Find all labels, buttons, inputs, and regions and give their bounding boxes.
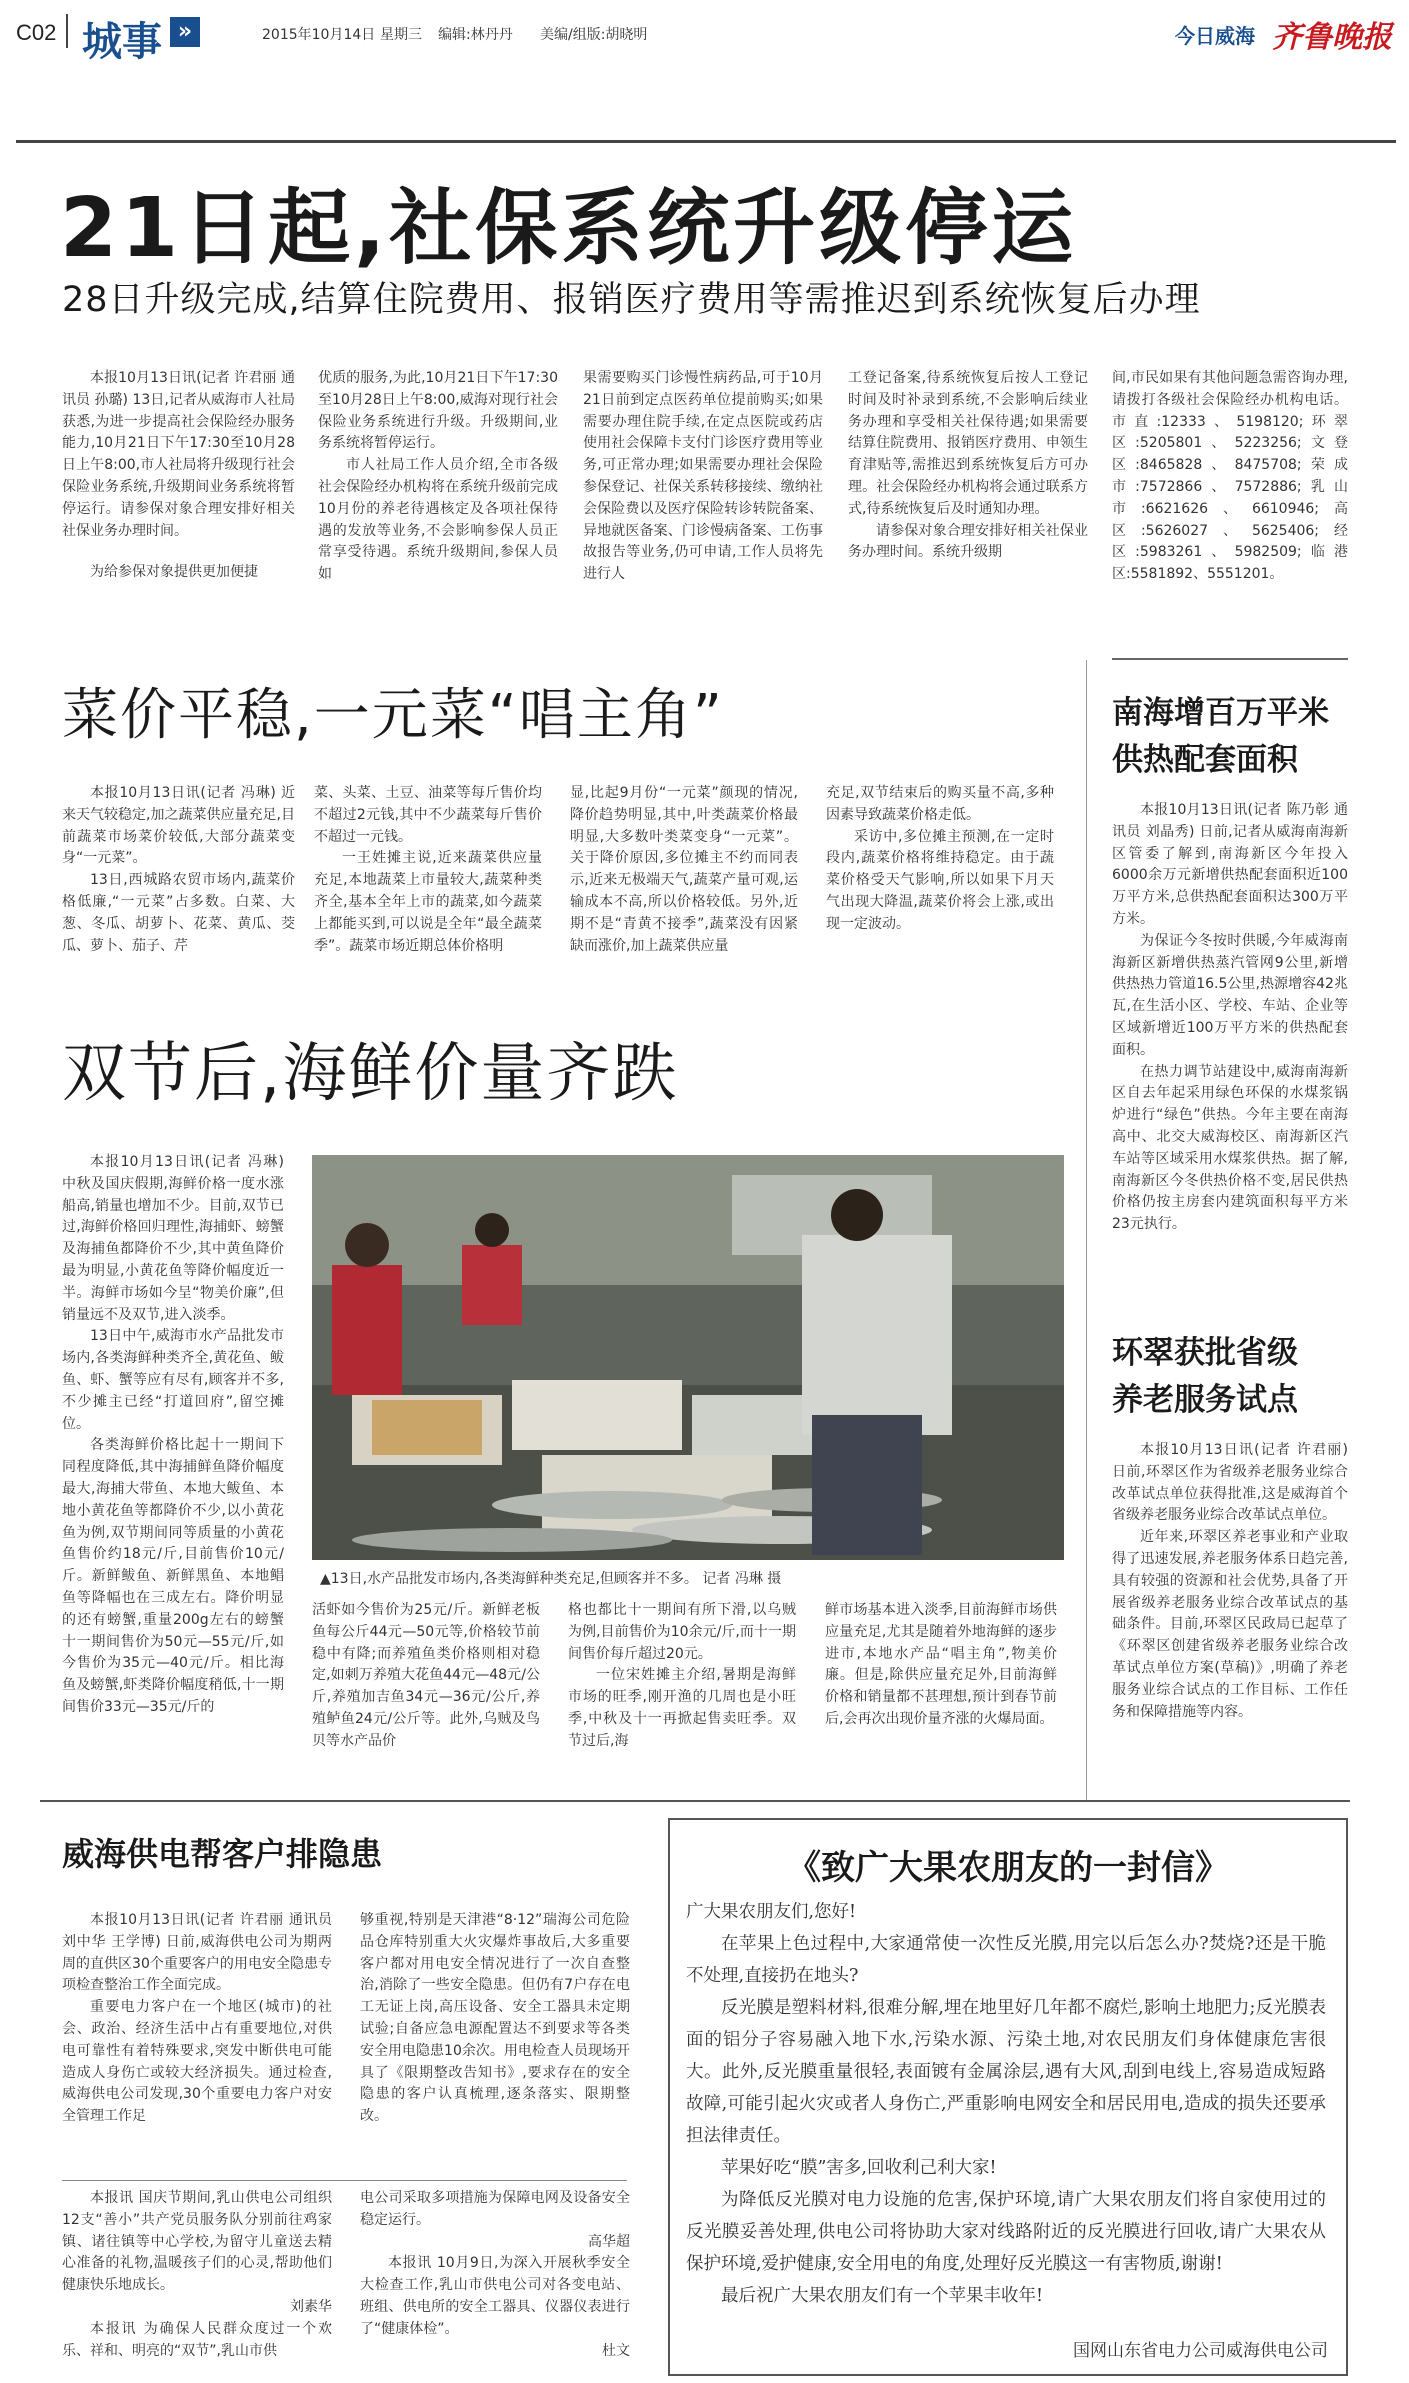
market-photo-illustration: [312, 1155, 1064, 1560]
section-name: 城事: [82, 19, 162, 65]
paragraph: 13日,西城路农贸市场内,蔬菜价格低廉,“一元菜”占多数。白菜、大葱、冬瓜、胡萝卜、花菜、黄瓜、茭瓜、萝卜、茄子、芹: [62, 872, 295, 954]
paragraph: 一位宋姓摊主介绍,暑期是海鲜市场的旺季,刚开渔的几周也是小旺季,中秋及十一再掀起售卖旺季。双节过后,海: [568, 1667, 796, 1749]
masthead: [0, 0, 1409, 88]
issue-date: 2015年10月14日: [262, 27, 376, 43]
article2-col2: [314, 783, 542, 983]
paragraph: 本报10月13日讯(记者 许君丽 通讯员 刘中华 王学博) 日前,威海供电公司为期两周的直供区30个重要客户的用电安全隐患专项检查整治工作全面完成。: [62, 1912, 332, 1994]
article1-col3: [583, 368, 823, 618]
article4-headline: 威海供电帮客户排隐患: [62, 1835, 383, 1873]
brief-col1: [62, 2188, 332, 2378]
article1-col2: [318, 368, 558, 618]
paragraph: 果需要购买门诊慢性病药品,可于10月21日前到定点医药单位提前购买;如果需要办理住院手续,在定点医院或药店使用社会保障卡支付门诊医疗费用等业务,可正常办理;如果需要办理社会保险参保登记、社保关系转移接续、缴纳社会保险费以及医疗保险转诊转院备案、异地就医备案、门诊慢病备案、工伤事故报告等业务,仍可申请,工作人员将先进行人: [583, 370, 823, 583]
letter-paragraph: 反光膜是塑料材料,很难分解,埋在地里好几年都不腐烂,影响土地肥力;反光膜表面的铝分子容易融入地下水,污染水源、污染土地,对农民朋友们身体健康危害很大。此外,反光膜重量很轻,表面镀有金属涂层,遇有大风,刮到电线上,容易造成短路故障,可能引起火灾或者人身伤亡,严重影响电网安全和居民用电,造成的损失还要承担法律责任。: [686, 1998, 1326, 2146]
issue-weekday: 星期三: [380, 27, 422, 43]
byline: 高华超: [588, 2233, 630, 2250]
lower-section-rule: [40, 1800, 1350, 1802]
article4-col1: [62, 1910, 332, 2170]
article1-subheadline: 28日升级完成,结算住院费用、报销医疗费用等需推迟到系统恢复后办理: [62, 280, 1201, 320]
article1-col1: [62, 368, 295, 618]
letter-title: 《致广大果农朋友的一封信》: [787, 1848, 1229, 1888]
letter-greeting: 广大果农朋友们,您好!: [686, 1902, 857, 1922]
side2-headline: 环翠获批省级养老服务试点: [1112, 1335, 1298, 1418]
article3-col1: [62, 1152, 284, 1792]
letter-body: [686, 1896, 1326, 2312]
paragraph: 菜、头菜、土豆、油菜等每斤售价均不超过2元钱,其中不少蔬菜每斤售价不超过一元钱。: [314, 785, 542, 845]
paragraph: 请参保对象合理安排好相关社保业务办理时间。系统升级期: [848, 522, 1088, 561]
byline: 刘素华: [290, 2298, 332, 2315]
side1-top-rule: [1112, 658, 1348, 660]
article3-headline: 双节后,海鲜价量齐跌: [62, 1037, 679, 1111]
paragraph: 鲜市场基本进入淡季,目前海鲜市场供应量充足,尤其是随着外地海鲜的逐步进市,本地水产品“唱主角”,物美价廉。但是,除供应量充足外,目前海鲜价格和销量都不甚理想,预计到春节前后,会再次出现价量齐涨的火爆局面。: [825, 1602, 1057, 1727]
masthead-rule: [16, 140, 1396, 143]
paragraph: 本报10月13日讯(记者 陈乃彰 通讯员 刘晶秀) 日前,记者从威海南海新区管委了解到,南海新区今年投入6000余万元新增供热配套面积近100万平方米,总供热配套面积达300万平方米。: [1112, 802, 1348, 927]
letter-paragraph: 在苹果上色过程中,大家通常使一次性反光膜,用完以后怎么办?焚烧?还是干脆不处理,直接扔在地头?: [686, 1934, 1326, 1986]
paragraph: 本报10月13日讯(记者 许君丽) 日前,环翠区作为省级养老服务业综合改革试点单位获得批准,这是威海首个省级养老服务业综合改革试点单位。: [1112, 1442, 1348, 1524]
brief-rule: [62, 2180, 627, 2181]
brief-col2: [360, 2188, 630, 2378]
byline: 杜文: [602, 2342, 630, 2359]
photo-caption: ▲13日,水产品批发市场内,各类海鲜种类充足,但顾客并不多。 记者 冯琳 摄: [320, 1571, 782, 1587]
article2-col3: [570, 783, 798, 983]
paper-logo: 齐鲁晚报: [1272, 20, 1392, 55]
article2-headline: 菜价平稳,一元菜“唱主角”: [62, 683, 724, 748]
paragraph: 13日中午,威海市水产品批发市场内,各类海鲜种类齐全,黄花鱼、鲅鱼、虾、蟹等应有尽有,顾客并不多,不少摊主已经“打道回府”,留空摊位。: [62, 1328, 284, 1432]
brief-paragraph: 本报讯 国庆节期间,乳山供电公司组织12支“善小”共产党员服务队分别前往鸡家镇、诸往镇等中心学校,为留守儿童送去精心准备的礼物,温暖孩子们的心灵,帮助他们健康快乐地成长。: [62, 2190, 332, 2294]
side1-headline: 南海增百万平米供热配套面积: [1112, 695, 1329, 778]
article1-col4: [848, 368, 1088, 618]
article1-headline: 21日起,社保系统升级停运: [60, 181, 1078, 276]
article1-col5: [1112, 368, 1348, 618]
paragraph: 工登记备案,待系统恢复后按人工登记时间及时补录到系统,不会影响后续业务办理和享受相关社保待遇;如果需要结算住院费用、报销医疗费用、申领生育津贴等,需推迟到系统恢复后方可办理。社会保险经办机构将会通过联系方式,待系统恢复后及时通知办理。: [848, 370, 1088, 517]
paragraph: 重要电力客户在一个地区(城市)的社会、政治、经济生活中占有重要地位,对供电可靠性有着特殊要求,突发中断供电可能造成人身伤亡或较大经济损失。通过检查,威海供电公司发现,30个重要电力客户对安全管理工作足: [62, 1999, 332, 2125]
paragraph: 活虾如今售价为25元/斤。新鲜老板鱼每公斤44元—50元等,价格较节前稳中有降;而养殖鱼类价格则相对稳定,如刺万养殖大花鱼44元—48元/公斤,养殖加吉鱼34元—36元/公斤,养殖鲈鱼24元/公斤等。此外,乌贼及鸟贝等水产品价: [312, 1602, 540, 1749]
paragraph: 近年来,环翠区养老事业和产业取得了迅速发展,养老服务体系日趋完善,具有较强的资源和社会优势,具备了开展省级养老服务业综合改革试点的基础条件。目前,环翠区民政局已起草了《环翠区创建省级养老服务业综合改革试点单位方案(草稿)》,明确了养老服务业综合试点的工作目标、工作任务和保障措施等内容。: [1112, 1529, 1348, 1720]
paragraph: 够重视,特别是天津港“8·12”瑞海公司危险品仓库特别重大火灾爆炸事故后,大多重要客户都对用电安全情况进行了一次自查整治,消除了一些安全隐患。但仍有7户存在电工无证上岗,高压设备、安全工器具未定期试验;自备应急电源配置达不到要求等各类安全用电隐患10余次。用电检查人员现场开具了《限期整改告知书》,要求存在的安全隐患的客户认真梳理,逐条落实、限期整改。: [360, 1912, 630, 2125]
letter-box: [668, 1818, 1348, 2376]
article4-col2: [360, 1910, 630, 2170]
paragraph: 一王姓摊主说,近来蔬菜供应量充足,本地蔬菜上市量较大,蔬菜种类齐全,基本全年上市的蔬菜,如今蔬菜上都能买到,可以说是全年“最全蔬菜季”。蔬菜市场近期总体价格明: [314, 850, 542, 954]
letter-paragraph: 最后祝广大果农朋友们有一个苹果丰收年!: [721, 2286, 1044, 2306]
side1-body: [1112, 800, 1348, 1260]
side2-body: [1112, 1440, 1348, 1780]
paragraph: 优质的服务,为此,10月21日下午17:30至10月28日上午8:00,威海对现行社会保险业务系统进行升级。升级期间,业务系统将暂停运行。: [318, 370, 558, 452]
paragraph: 显,比起9月份“一元菜”颜现的情况,降价趋势明显,其中,叶类蔬菜价格最明显,大多数叶类菜变身“一元菜”。关于降价原因,多位摊主不约而同表示,近来无极端天气,蔬菜产量可观,运输成本不高,所以价格较低。另外,近期不是“青黄不接季”,蔬菜没有因紧缺而涨价,加上蔬菜供应量: [570, 785, 798, 954]
paragraph: 充足,双节结束后的购买量不高,多种因素导致蔬菜价格走低。: [826, 785, 1054, 823]
paragraph: 本报10月13日讯(记者 许君丽 通讯员 孙璐) 13日,记者从威海市人社局获悉,为进一步提高社会保险经办服务能力,10月21日下午17:30至10月28日上午8:00,市人社局将升级现行社会保险业务系统,升级期间业务系统将暂停运行。请参保对象合理安排好相关社保业务办理时间。: [62, 370, 295, 539]
paragraph: 为给参保对象提供更加便捷: [90, 564, 258, 581]
article3-col3: [568, 1600, 796, 1790]
paragraph: 市人社局工作人员介绍,全市各级社会保险经办机构将在系统升级前完成10月份的养老待遇核定及各项社保待遇的发放等业务,不会影响参保人员正常享受待遇。系统升级期间,参保人员如: [318, 457, 558, 583]
paragraph: 为保证今冬按时供暖,今年威海南海新区新增供热蒸汽管网9公里,新增供热热力管道16.5公里,热源增容42兆瓦,在生活小区、学校、车站、企业等区域新增近100万平方米的供热配套面积。: [1112, 932, 1348, 1058]
designer-credit: 美编/组版:胡晓明: [540, 27, 648, 43]
article2-col4: [826, 783, 1054, 983]
brief-paragraph: 电公司采取多项措施为保障电网及设备安全稳定运行。: [360, 2190, 630, 2228]
market-photo: [312, 1155, 1064, 1560]
paragraph: 格也都比十一期间有所下滑,以乌贼为例,目前售价为10余元/斤,而十一期间售价每斤超过20元。: [568, 1602, 796, 1662]
letter-paragraph: 为降低反光膜对电力设施的危害,保护环境,请广大果农朋友们将自家使用过的反光膜妥善处理,供电公司将协助大家对线路附近的反光膜进行回收,请广大果农从保护环境,爱护健康,安全用电的角度,处理好反光膜这一有害物质,谢谢!: [686, 2190, 1326, 2274]
paragraph: 本报10月13日讯(记者 冯琳) 近来天气较稳定,加之蔬菜供应量充足,目前蔬菜市场菜价较低,大部分蔬菜变身“一元菜”。: [62, 785, 295, 867]
column-divider: [1086, 660, 1087, 1800]
editor-credit: 编辑:林丹丹: [438, 27, 513, 43]
page-code: C02: [16, 20, 57, 45]
paragraph: 本报10月13日讯(记者 冯琳) 中秋及国庆假期,海鲜价格一度水涨船高,销量也增加不少。目前,双节已过,海鲜价格回归理性,海捕虾、螃蟹及海捕鱼都降价不少,其中黄鱼降价最为明显,小黄花鱼等降价幅度近一半。海鲜市场如今呈“物美价廉”,但销量远不及双节,进入淡季。: [62, 1154, 284, 1323]
section-arrow-icon: »: [170, 17, 200, 47]
article3-col4: [825, 1600, 1057, 1790]
paragraph: 采访中,多位摊主预测,在一定时段内,蔬菜价格将维持稳定。由于蔬菜价格受天气影响,所以如果下月天气出现大降温,蔬菜价将会上涨,或出现一定波动。: [826, 828, 1054, 932]
edition-name: 今日威海: [1175, 24, 1255, 48]
brief-paragraph: 本报讯 10月9日,为深入开展秋季安全大检查工作,乳山市供电公司对各变电站、班组、供电所的安全工器具、仪器仪表进行了“健康体检”。: [360, 2255, 630, 2337]
paragraph: 各类海鲜价格比起十一期间下同程度降低,其中海捕鲜鱼降价幅度最大,海捕大带鱼、本地大鲅鱼、本地小黄花鱼等都降价不少,以小黄花鱼为例,双节期间同等质量的小黄花鱼售价约18元/斤,目前售价10元/斤。新鲜鲅鱼、新鲜黑鱼、本地鲳鱼等降幅也在三成左右。降价明显的还有螃蟹,重量200g左右的螃蟹十一期间售价为50元—55元/斤,如今售价为35元—40元/斤。相比海鱼及螃蟹,虾类降价幅度稍低,十一期间售价33元—35元/斤的: [62, 1437, 284, 1715]
brief-paragraph: 本报讯 为确保人民群众度过一个欢乐、祥和、明亮的“双节”,乳山市供: [62, 2320, 332, 2359]
paragraph: 在热力调节站建设中,威海南海新区自去年起采用绿色环保的水煤浆锅炉进行“绿色”供热。今年主要在南海高中、北交大威海校区、南海新区汽车站等区域采用水煤浆供热。据了解,南海新区今冬供热价格不变,居民供热价格仍按主房套内建筑面积每平方米23元执行。: [1112, 1063, 1348, 1233]
masthead-divider: [66, 14, 68, 48]
letter-paragraph: 苹果好吃“膜”害多,回收利己利大家!: [721, 2158, 997, 2178]
paragraph: 间,市民如果有其他问题急需咨询办理,请拨打各级社会保险经办机构电话。市直:12333、5198120;环翠区:5205801、5223256;文登区:8465828、8475708;荣成市:7572866、7572886;乳山市:6621626、6610946;高区:5626027、5625406;经区:5983261、5982509;临港区:5581892、5551201。: [1112, 370, 1348, 583]
letter-signature: 国网山东省电力公司威海供电公司: [1073, 2341, 1328, 2361]
article3-col2: [312, 1600, 540, 1790]
article2-col1: [62, 783, 295, 983]
